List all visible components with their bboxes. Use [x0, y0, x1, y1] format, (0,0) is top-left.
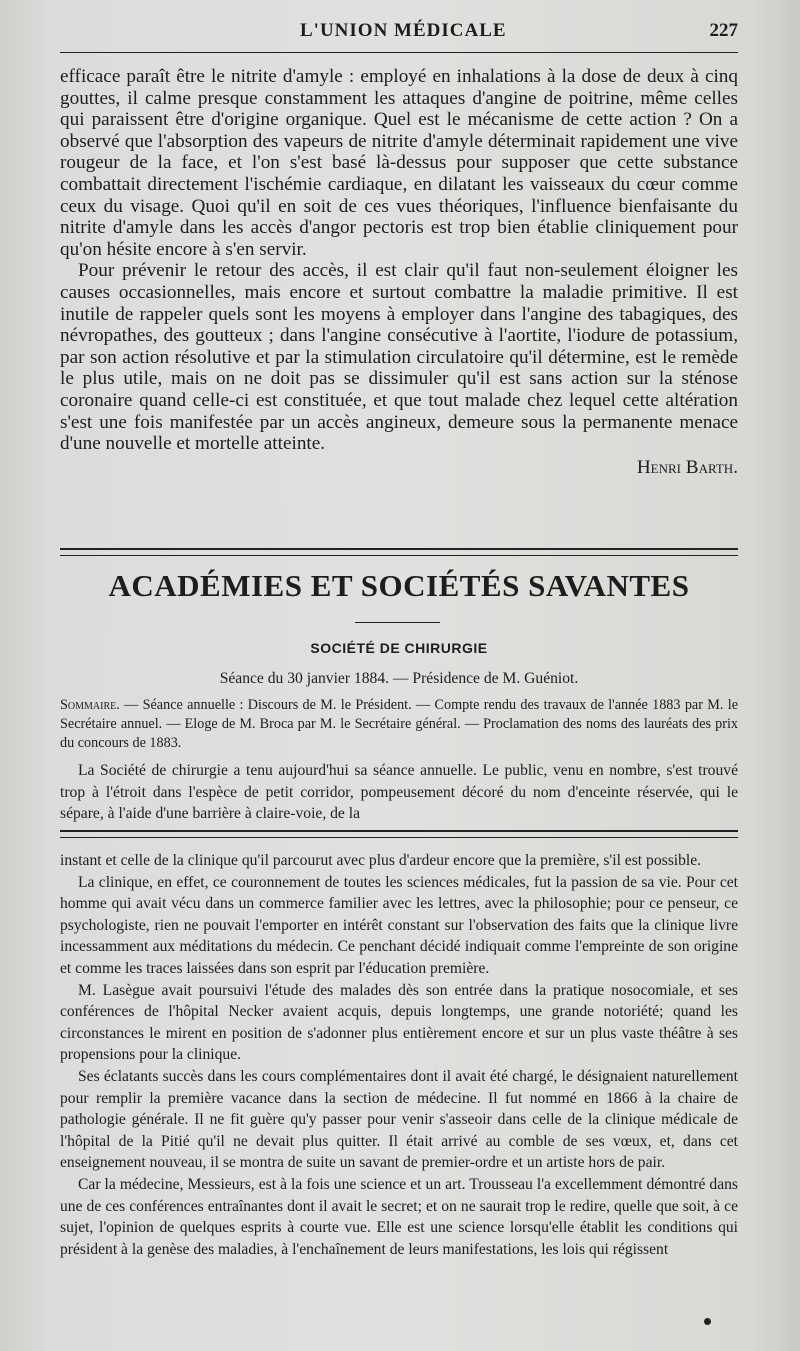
- summary: [60, 696, 738, 753]
- continuation-paragraph-4: Ses éclatants succès dans les cours complémentaires dont il avait été chargé, le désignaient naturellement pour remplir la première vacance dans la section de médecine. Il fut nommé en 1866 à la chaire de pathologie générale. Il ne fit guère qu'y passer pour venir s'asseoir dans celle de la clinique médicale de l'hôpital de la Pitié qu'il ne devait plus quitter. Il était arrivé au comble de ses vœux, et, dans cet enseignement nouveau, il se montra de suite un savant de premier-ordre et un artiste hors de pair.: [60, 1067, 738, 1172]
- title-underline: [355, 622, 440, 623]
- session-line: Séance du 30 janvier 1884. — Présidence de M. Guéniot.: [219, 670, 579, 687]
- continuation-paragraph-3: M. Lasègue avait poursuivi l'étude des malades dès son entrée dans la pratique nosocomiale, et ses conférences de l'hôpital Necker avaient acquis, depuis longtemps, une grande notoriété; quand les circonstances le mirent en position de s'adonner plus entièrement encore et sur un plus vaste théâtre à ses propensions pour la clinique.: [60, 981, 738, 1064]
- article-paragraph-2: Pour prévenir le retour des accès, il est clair qu'il faut non-seulement éloigner les causes occasionnelles, mais encore et surtout combattre la maladie primitive. Il est inutile de rappeler quels sont les moyens à employer dans l'angine des tabagiques, des névropathes, des goutteux ; dans l'angine consécutive à l'aortite, l'iodure de potassium, par son action résolutive et par la stimulation circulatoire qu'il détermine, est le remède le plus utile, mais on ne doit pas se dissimuler qu'il est sans action sur la sténose coronaire quand celle-ci est constituée, et que tout malade chez lequel cette altération s'est une fois manifestée par un accès angineux, demeure sous la permanente menace d'une nouvelle et mortelle atteinte.: [60, 260, 738, 455]
- page-number: 227: [709, 20, 738, 41]
- intro-paragraph: La Société de chirurgie a tenu aujourd'hui sa séance annuelle. Le public, venu en nombre, s'est trouvé trop à l'étroit dans l'espèce de petit corridor, pompeusement décoré du nom d'enceinte réservée, qui le sépare, à l'aide d'une barrière à claire-voie, de la: [60, 762, 738, 823]
- society-name: SOCIÉTÉ DE CHIRURGIE: [310, 640, 488, 656]
- author-signature: Henri Barth.: [636, 456, 738, 478]
- summary-label: Sommaire.: [60, 697, 120, 713]
- article-paragraph-1: efficace paraît être le nitrite d'amyle : employé en inhalations à la dose de deux à cinq gouttes, il calme presque constamment les attaques d'angine de poitrine, même celles qui paraissent être d'origine organique. Quel est le mécanisme de cette action ? On a observé que l'absorption des vapeurs de nitrite d'amyle déterminait rapidement une vive rougeur de la face, et l'on s'est basé là-dessus pour supposer que cette substance combattait directement l'ischémie cardiaque, en dilatant les vaisseaux du cœur comme ceux du visage. Quoi qu'il en soit de ces vues théoriques, l'influence bienfaisante du nitrite d'amyle dans les accès d'angor pectoris est trop bien établie cliniquement pour qu'on hésite encore à s'en servir.: [60, 66, 738, 260]
- section-intro: [60, 760, 738, 825]
- continuation-paragraph-1: instant et celle de la clinique qu'il parcourut avec plus d'ardeur encore que la première, s'il est possible.: [60, 852, 702, 869]
- running-header: [60, 18, 738, 48]
- journal-title: L'UNION MÉDICALE: [300, 20, 507, 41]
- section-divider: [60, 548, 738, 556]
- continuation-paragraph-2: La clinique, en effet, ce couronnement de toutes les sciences médicales, fut la passion de sa vie. Pour cet homme qui avait vécu dans un commerce familier avec les lettres, avec la philosophie; pour ce penseur, ce psychologiste, rien ne pouvait l'emporter en intérêt constant sur l'observation des faits que la clinique livre incessamment aux méditations du médecin. Ce penchant décidé indiquait comme l'empreinte de son origine et comme les traces laissées dans son esprit par l'éducation première.: [60, 873, 738, 977]
- article-body: [60, 66, 738, 478]
- continuation-body: [60, 850, 738, 1260]
- summary-text: — Séance annuelle : Discours de M. le Président. — Compte rendu des travaux de l'année 1883 par M. le Secrétaire annuel. — Eloge de M. Broca par M. le Secrétaire général. — Proclamation des noms des lauréats des prix du concours de 1883.: [60, 697, 738, 751]
- margin-dot: [704, 1318, 711, 1325]
- continuation-paragraph-5: Car la médecine, Messieurs, est à la fois une science et un art. Trousseau l'a excellemment démontré dans une de ces conférences entraînantes dont il avait le secret; et on ne saurait trop le redire, quelle que soit, à ce sujet, l'opinion de quelques esprits à courte vue. Elle est une science lorsqu'elle établit les conditions qui président à la genèse des maladies, à l'enchaînement de leurs manifestations, les lois qui régissent: [60, 1175, 738, 1258]
- header-rule: [60, 52, 738, 53]
- section-title: ACADÉMIES ET SOCIÉTÉS SAVANTES: [108, 568, 690, 603]
- column-divider: [60, 830, 738, 838]
